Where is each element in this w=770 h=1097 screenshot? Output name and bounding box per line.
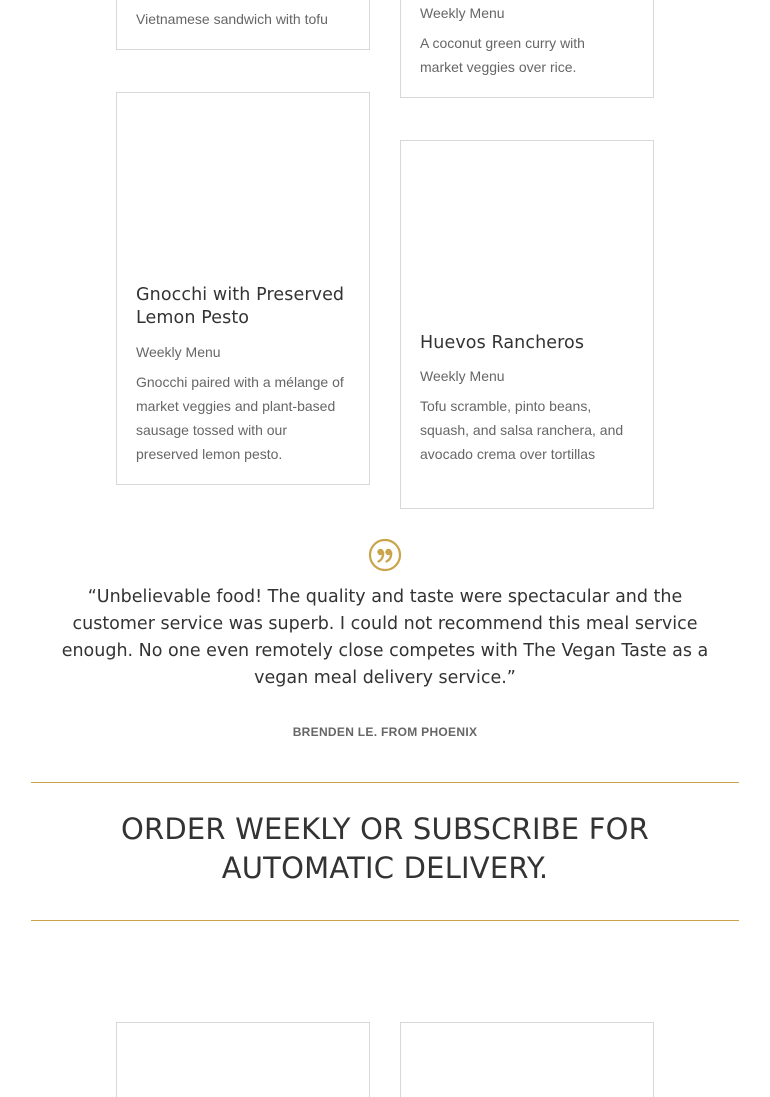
card-description: Tofu scramble, pinto beans, squash, and salsa ranchera, and avocado crema over tortillas bbox=[420, 398, 624, 462]
card-category[interactable]: Weekly Menu bbox=[136, 344, 221, 360]
card-category: Weekly Menu bbox=[420, 5, 505, 21]
menu-card-gnocchi[interactable] bbox=[116, 92, 370, 485]
divider-top bbox=[31, 782, 739, 783]
menu-card-green-curry[interactable] bbox=[400, 0, 654, 98]
menu-card-vietnamese-sandwich[interactable] bbox=[116, 0, 370, 50]
card-image-placeholder bbox=[401, 141, 653, 321]
card-description: Vietnamese sandwich with tofu bbox=[136, 11, 328, 27]
card-image-placeholder bbox=[117, 93, 369, 273]
cta-heading: ORDER WEEKLY OR SUBSCRIBE FOR AUTOMATIC DELIVERY. bbox=[120, 812, 650, 885]
menu-card-bottom-right[interactable] bbox=[400, 1022, 654, 1097]
testimonial-author: BRENDEN LE. FROM PHOENIX bbox=[292, 725, 478, 739]
card-description: Gnocchi paired with a mélange of market veggies and plant-based sausage tossed with our preserved lemon pesto. bbox=[136, 374, 344, 462]
card-title[interactable]: Huevos Rancheros bbox=[420, 333, 585, 353]
menu-card-bottom-left[interactable] bbox=[116, 1022, 370, 1097]
card-title[interactable]: Gnocchi with Preserved Lemon Pesto bbox=[136, 285, 345, 328]
quote-icon bbox=[368, 538, 402, 572]
divider-bottom bbox=[31, 920, 739, 921]
testimonial-text: “Unbelievable food! The quality and taste were spectacular and the customer service was superb. I could not recommend this meal service enough. No one even remotely close competes with The Vegan Taste as a vegan meal delivery service.” bbox=[61, 587, 709, 688]
menu-card-huevos-rancheros[interactable] bbox=[400, 140, 654, 509]
card-category[interactable]: Weekly Menu bbox=[420, 368, 505, 384]
card-description: A coconut green curry with market veggies over rice. bbox=[420, 35, 585, 75]
